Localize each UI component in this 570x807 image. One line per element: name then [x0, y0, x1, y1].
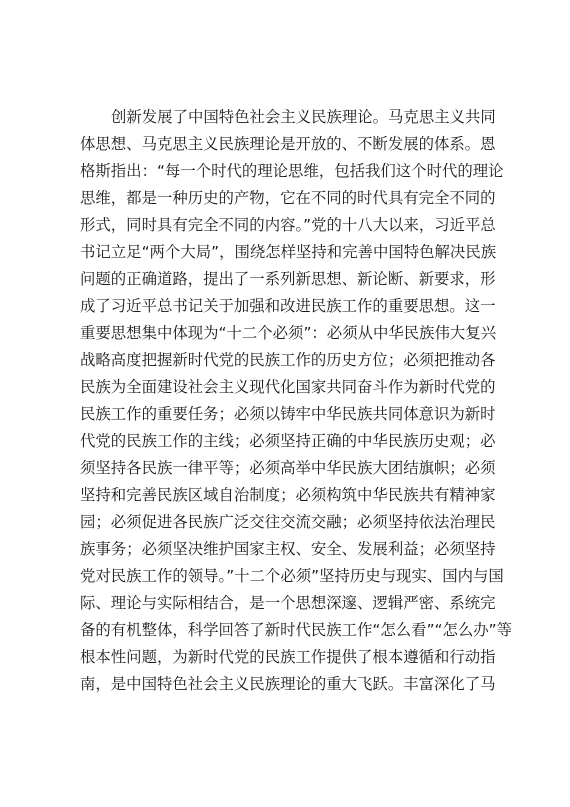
- text-line-12: 民族工作的重要任务；必须以铸牢中华民族共同体意识为新时: [80, 405, 496, 423]
- text-line-3: 格斯指出：“每一个时代的理论思维，包括我们这个时代的理论: [80, 162, 504, 180]
- text-line-21: 根本性问题，为新时代党的民族工作提供了根本遵循和行动指: [80, 648, 496, 666]
- text-line-19: 际、理论与实际相结合，是一个思想深邃、逻辑严密、系统完: [80, 594, 496, 612]
- text-line-5: 形式，同时具有完全不同的内容。”党的十八大以来，习近平总: [80, 216, 496, 234]
- text-line-10: 战略高度把握新时代党的民族工作的历史方位；必须把推动各: [80, 351, 496, 369]
- text-line-18: 党对民族工作的领导。”十二个必须”坚持历史与现实、国内与国: [80, 567, 504, 585]
- text-line-7: 问题的正确道路，提出了一系列新思想、新论断、新要求，形: [80, 270, 496, 288]
- text-line-16: 园；必须促进各民族广泛交往交流交融；必须坚持依法治理民: [80, 513, 496, 531]
- text-line-22: 南，是中国特色社会主义民族理论的重大飞跃。丰富深化了马: [80, 675, 496, 693]
- text-line-13: 代党的民族工作的主线；必须坚持正确的中华民族历史观；必: [80, 432, 496, 450]
- text-line-14: 须坚持各民族一律平等；必须高举中华民族大团结旗帜；必须: [80, 459, 496, 477]
- text-line-11: 民族为全面建设社会主义现代化国家共同奋斗作为新时代党的: [80, 378, 496, 396]
- text-line-6: 书记立足“两个大局”，围绕怎样坚持和完善中国特色解决民族: [80, 243, 497, 261]
- text-line-17: 族事务；必须坚决维护国家主权、安全、发展利益；必须坚持: [80, 540, 496, 558]
- body-paragraph: [80, 104, 513, 698]
- text-line-4: 思维，都是一种历史的产物，它在不同的时代具有完全不同的: [80, 189, 496, 207]
- text-line-20: 备的有机整体，科学回答了新时代民族工作“怎么看”“怎么办”等: [80, 621, 513, 639]
- text-line-2: 体思想、马克思主义民族理论是开放的、不断发展的体系。恩: [80, 135, 496, 153]
- text-line-8: 成了习近平总书记关于加强和改进民族工作的重要思想。这一: [80, 297, 496, 315]
- text-line-9: 重要思想集中体现为“十二个必须”：必须从中华民族伟大复兴: [80, 324, 497, 342]
- text-line-1: 创新发展了中国特色社会主义民族理论。马克思主义共同: [111, 108, 496, 126]
- text-line-15: 坚持和完善民族区域自治制度；必须构筑中华民族共有精神家: [80, 486, 496, 504]
